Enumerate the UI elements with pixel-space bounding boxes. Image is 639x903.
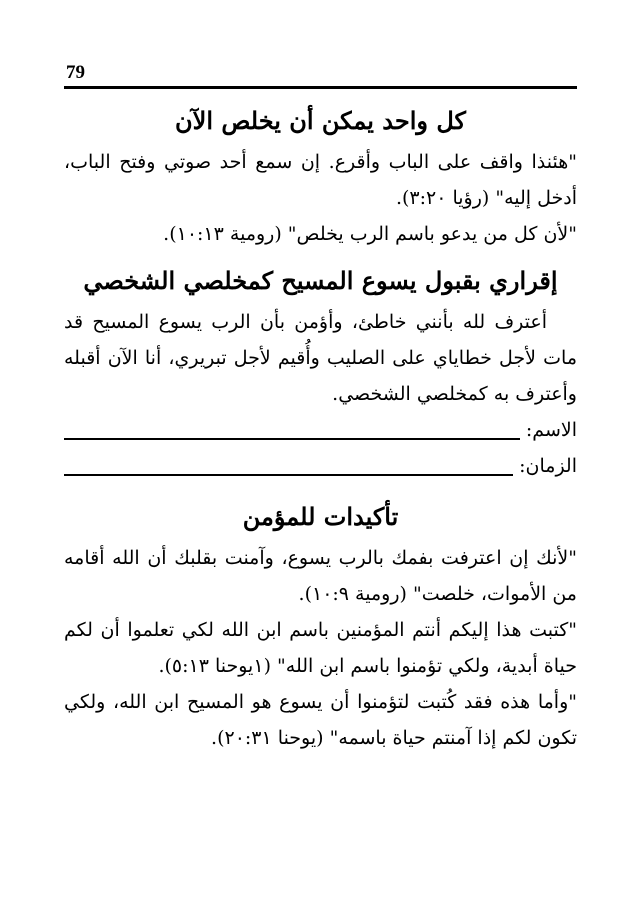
verse-1john-5-13: "كتبت هذا إليكم أنتم المؤمنين باسم ابن الله لكي تعلموا أن لكم حياة أبدية، ولكي تؤمنوا باسم ابن الله" (١يوحنا ٥:١٣). (64, 619, 577, 677)
verse-romans-10-9: "لأنك إن اعترفت بفمك بالرب يسوع، وآمنت بقلبك أن الله أقامه من الأموات، خلصت" (رومية ١٠:٩). (64, 547, 577, 605)
verse-romans-10-13: "لأن كل من يدعو باسم الرب يخلص" (رومية ١٠:١٣). (163, 223, 577, 245)
name-line[interactable] (64, 418, 520, 440)
heading-assurances: تأكيدات للمؤمن (242, 502, 399, 531)
heading-confession: إقراري بقبول يسوع المسيح كمخلصي الشخصي (83, 266, 558, 295)
confession-text: أعترف لله بأنني خاطئ، وأؤمن بأن الرب يسوع المسيح قد مات لأجل خطاياي على الصليب وأُقيم لأجل تبريري، أنا الآن أقبله وأعترف به كمخلصي الشخصي. (64, 311, 577, 405)
page-content (64, 104, 577, 756)
date-field-row (64, 448, 577, 484)
date-line[interactable] (64, 454, 513, 476)
verse-revelation: "هئنذا واقف على الباب وأقرع. إن سمع أحد صوتي وفتح الباب، أدخل إليه" (رؤيا ٣:٢٠). (64, 151, 577, 209)
page-number: 79 (66, 62, 85, 83)
name-field-row (64, 412, 577, 448)
date-label: الزمان: (519, 455, 577, 477)
header-rule (64, 86, 577, 89)
name-label: الاسم: (525, 419, 577, 441)
heading-anyone-saved: كل واحد يمكن أن يخلص الآن (175, 106, 466, 135)
verse-john-20-31: "وأما هذه فقد كُتبت لتؤمنوا أن يسوع هو المسيح ابن الله، ولكي تكون لكم إذا آمنتم حياة باسمه" (يوحنا ٢٠:٣١). (64, 691, 577, 749)
